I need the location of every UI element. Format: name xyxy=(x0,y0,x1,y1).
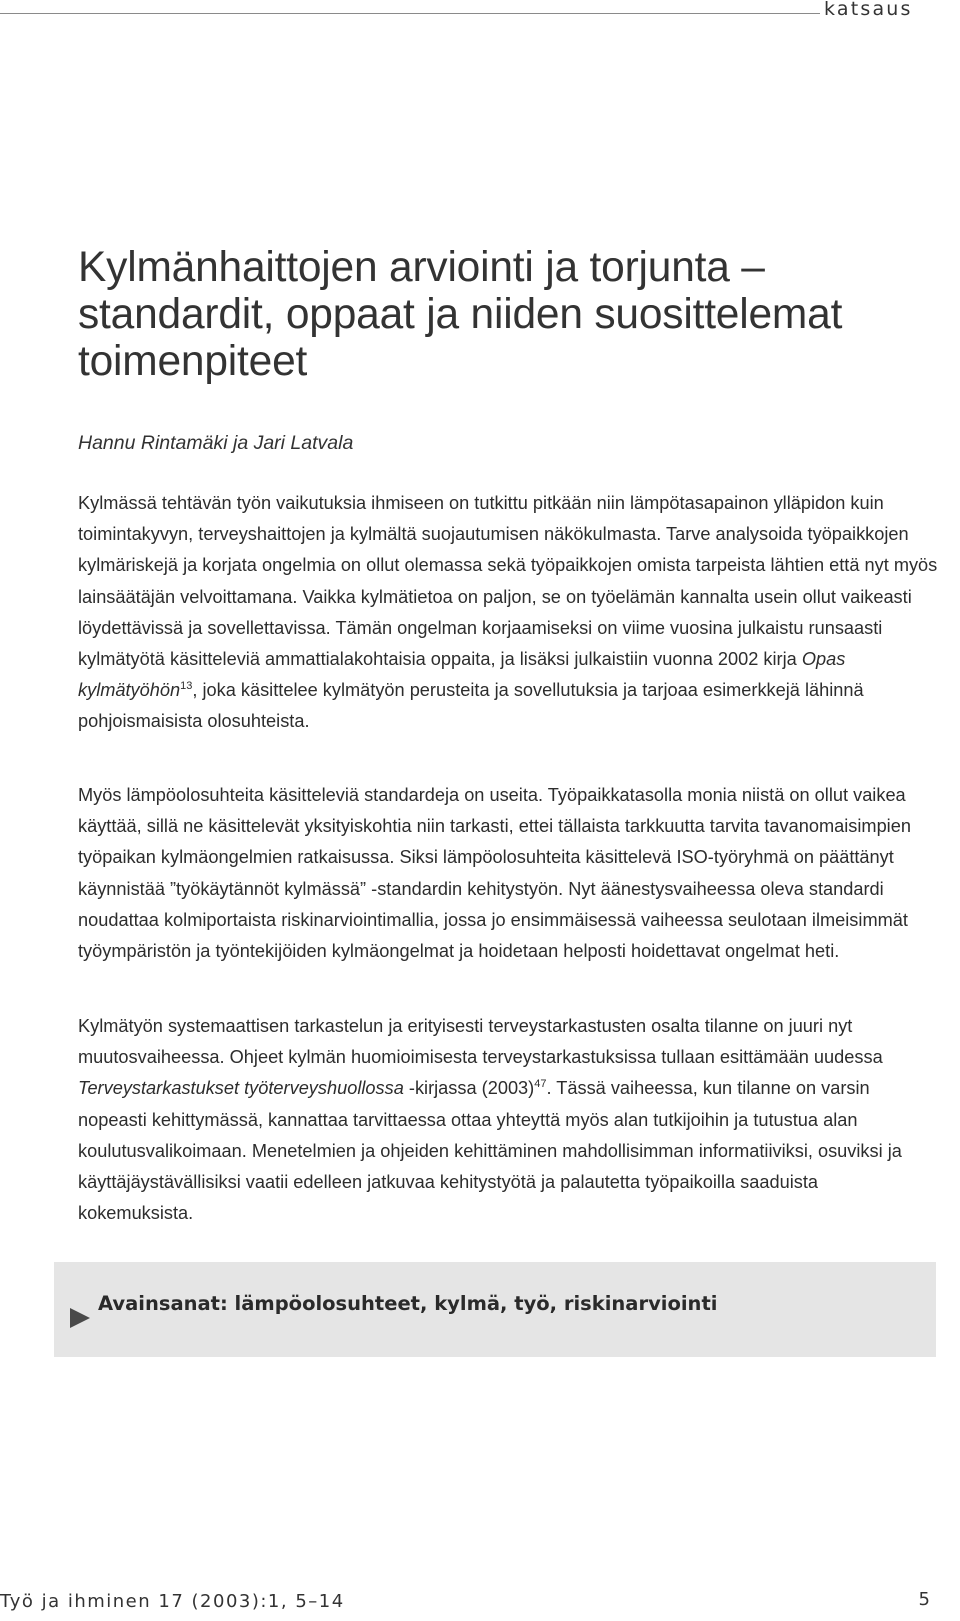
header-rule xyxy=(0,13,820,14)
article-title: Kylmänhaittojen arviointi ja torjunta – standardit, oppaat ja niiden suosittelemat toimenpiteet xyxy=(78,244,843,385)
paragraph-text: , joka käsittelee kylmätyön perusteita ja sovellutuksia ja tarjoaa esimerkkejä lähinnä pohjoismaisista olosuhteista. xyxy=(78,680,864,732)
paragraph-text: . Tässä vaiheessa, kun tilanne on varsin nopeasti kehittymässä, kannattaa tarvittaessa ottaa yhteyttä myös alan tutkijoihin ja tutustua alan koulutusvalikoimaan. Menetelmien ja ohjeiden kehittäminen mahdollisimman informatiiviksi, osuviksi ja käyttäjäystävällisiksi vaatii edelleen jatkuvaa kehitystyötä ja palautetta työpaikoilla saaduista kokemuksista. xyxy=(78,1078,902,1224)
paragraph-text: Kylmätyön systemaattisen tarkastelun ja erityisesti terveystarkastusten osalta tilanne on juuri nyt muutosvaiheessa. Ohjeet kylmän huomioimisesta terveystarkastuksissa tullaan esittämään uudessa xyxy=(78,1016,883,1068)
reference-marker: 47 xyxy=(534,1078,547,1091)
paragraph-text: -kirjassa (2003) xyxy=(403,1078,535,1099)
keywords-text: Avainsanat: lämpöolosuhteet, kylmä, työ, riskinarviointi xyxy=(98,1292,718,1315)
book-title: Opas kylmätyöhön xyxy=(78,649,846,701)
reference-marker: 13 xyxy=(180,680,193,693)
page-number: 5 xyxy=(918,1589,930,1610)
book-title: Terveystarkastukset työterveyshuollossa xyxy=(78,1078,404,1099)
triangle-right-icon xyxy=(70,1308,90,1328)
section-label: katsaus xyxy=(824,0,913,20)
abstract-paragraph-3 xyxy=(78,1011,938,1229)
paragraph-text: Kylmässä tehtävän työn vaikutuksia ihmiseen on tutkittu pitkään niin lämpötasapainon ylläpidon kuin toimintakyvyn, terveyshaittojen ja kylmältä suojautumisen näkökulmasta. Tarve analysoida työpaikkojen kylmäriskejä ja korjata ongelmia on ollut olemassa sekä työpaikkojen omista tarpeista lähtien että nyt myös lainsäätäjän velvoittamana. Vaikka kylmätietoa on paljon, se on työelämän kannalta usein ollut vaikeasti löydettävissä ja sovellettavissa. Tämän ongelman korjaamiseksi on viime vuosina julkaistu runsaasti kylmätyötä käsitteleviä ammattialakohtaisia oppaita, ja lisäksi julkaistiin vuonna 2002 kirja xyxy=(78,493,938,670)
abstract-paragraph-1 xyxy=(78,488,938,738)
abstract-paragraph-2: Myös lämpöolosuhteita käsitteleviä standardeja on useita. Työpaikkatasolla monia niistä on ollut vaikea käyttää, sillä ne käsittelevät yksityiskohtia niin tarkasti, ettei tällaista tarkkuutta tarvita tavanomaisimpien työpaikan kylmäongelmien ratkaisussa. Siksi lämpöolosuhteita käsittelevä ISO-työryhmä on päättänyt käynnistää ”työkäytännöt kylmässä” -standardin kehitystyön. Nyt äänestysvaiheessa oleva standardi noudattaa kolmiportaista riskinarviointimallia, jossa jo ensimmäisessä vaiheessa seulotaan ilmeisimmät työympäristön ja työntekijöiden kylmäongelmat ja hoidetaan helposti hoidettavat ongelmat heti. xyxy=(78,785,911,962)
footer-journal-citation: Työ ja ihminen 17 (2003):1, 5–14 xyxy=(0,1591,345,1612)
article-authors: Hannu Rintamäki ja Jari Latvala xyxy=(78,432,354,454)
